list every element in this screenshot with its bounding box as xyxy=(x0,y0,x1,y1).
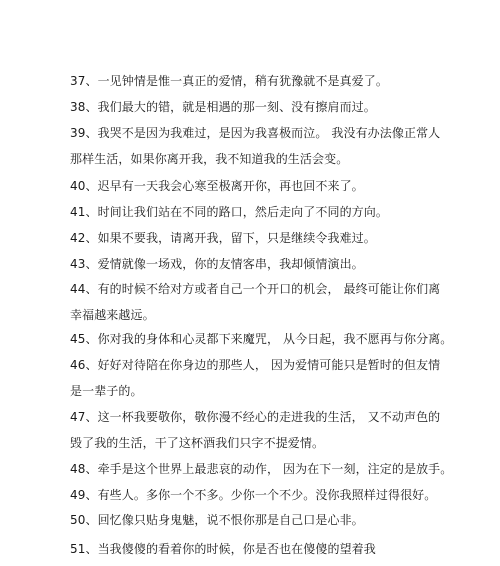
item-line: 那样生活，如果你离开我，我不知道我的生活会变。 xyxy=(70,152,349,166)
item-line: 39、我哭不是因为我难过，是因为我喜极而泣。 我没有办法像正常人 xyxy=(70,126,441,140)
item-line: 49、有些人。多你一个不多。少你一个不少。没你我照样过得很好。 xyxy=(70,488,437,502)
item-line: 46、好好对待陪在你身边的那些人， 因为爱情可能只是暂时的但友情 xyxy=(70,358,441,372)
item-line: 是一辈子的。 xyxy=(70,384,143,398)
item-line: 48、牵手是这个世界上最悲哀的动作， 因为在下一刻，注定的是放手。 xyxy=(70,462,453,476)
list-item xyxy=(70,326,494,352)
list-item xyxy=(70,68,494,94)
item-line: 41、时间让我们站在不同的路口，然后走向了不同的方向。 xyxy=(70,205,388,219)
item-line: 51、当我傻傻的看着你的时候，你是否也在傻傻的望着我 xyxy=(70,542,376,556)
item-line: 38、我们最大的错，就是相遇的那一刻、没有擦肩而过。 xyxy=(70,100,376,114)
item-line: 42、如果不要我，请离开我，留下，只是继续令我难过。 xyxy=(70,231,376,245)
list-item xyxy=(70,507,494,533)
item-line: 47、这一杯我要敬你，敬你漫不经心的走进我的生活， 又不动声色的 xyxy=(70,410,441,424)
list-item xyxy=(70,251,494,277)
list-item xyxy=(70,352,494,404)
item-line: 45、你对我的身体和心灵都下来魔咒， 从今日起，我不愿再与你分离。 xyxy=(70,332,453,346)
list-item xyxy=(70,536,494,562)
list-item xyxy=(70,404,494,456)
item-line: 40、迟早有一天我会心寒至极离开你，再也回不来了。 xyxy=(70,179,364,193)
list-item xyxy=(70,276,494,328)
item-line: 毁了我的生活，干了这杯酒我们只字不提爱情。 xyxy=(70,436,325,450)
list-item xyxy=(70,173,494,199)
list-item xyxy=(70,94,494,120)
list-item xyxy=(70,199,494,225)
list-item xyxy=(70,456,494,482)
list-item xyxy=(70,482,494,508)
list-item xyxy=(70,225,494,251)
item-line: 幸福越来越远。 xyxy=(70,308,155,322)
item-line: 37、一见钟情是惟一真正的爱情，稍有犹豫就不是真爱了。 xyxy=(70,74,388,88)
item-line: 43、爱情就像一场戏，你的友情客串，我却倾情演出。 xyxy=(70,257,364,271)
item-line: 44、有的时候不给对方或者自己一个开口的机会， 最终可能让你们离 xyxy=(70,282,441,296)
list-item xyxy=(70,120,494,172)
item-line: 50、回忆像只贴身鬼魅，说不恨你那是自己口是心非。 xyxy=(70,513,364,527)
